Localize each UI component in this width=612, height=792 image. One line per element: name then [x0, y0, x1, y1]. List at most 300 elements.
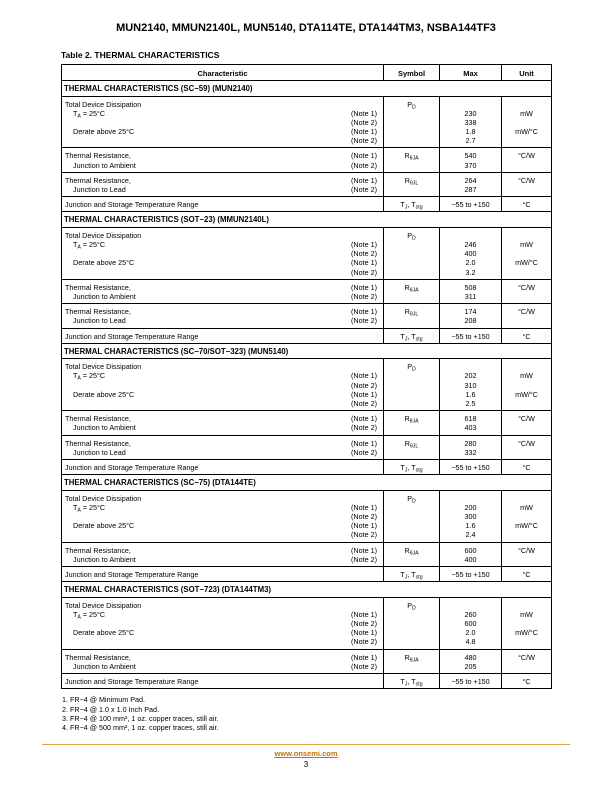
max-cell: [439, 304, 501, 327]
column-header-symbol: Symbol: [383, 65, 439, 80]
characteristic-line: [62, 677, 383, 686]
characteristic-text: [65, 136, 75, 145]
unit-text: °C/W: [518, 151, 535, 161]
max-cell: [439, 674, 501, 688]
characteristic-line: [62, 231, 383, 240]
unit-text: °C/W: [518, 414, 535, 424]
note-ref: (Note 1): [351, 609, 377, 619]
unit-text: °C: [522, 569, 531, 579]
characteristic-text: Junction to Ambient: [73, 661, 136, 671]
note-ref: (Note 1): [351, 371, 377, 381]
symbol-text: $T_J$, $T_{stg}$: [400, 331, 423, 342]
table-row: [62, 148, 551, 172]
symbol-text: $T_J$, $T_{stg}$: [400, 462, 423, 474]
note-ref: (Note 2): [351, 160, 377, 170]
characteristic-text: $T_A = 25^\circ C$: [73, 240, 106, 251]
table-row: [62, 598, 551, 650]
max-value: [440, 231, 501, 240]
unit-cell: [501, 304, 551, 327]
max-value: −55 to +150: [451, 676, 490, 686]
unit-cell: [501, 491, 551, 542]
note-ref: (Note 1): [351, 307, 377, 317]
characteristic-line: [62, 448, 383, 457]
section-heading: THERMAL CHARACTERISTICS (SC−75) (DTA144TE): [62, 475, 551, 491]
unit-text: °C: [522, 200, 531, 210]
unit-cell: [501, 228, 551, 279]
symbol-text: [384, 292, 439, 301]
symbol-text: [384, 610, 439, 619]
note-ref: (Note 1): [351, 545, 377, 555]
symbol-text: $T_J$, $T_{stg}$: [400, 200, 423, 211]
unit-cell: [501, 280, 551, 303]
max-value: 338: [464, 117, 477, 127]
note-ref: (Note 2): [351, 530, 377, 540]
characteristic-line: [62, 371, 383, 380]
unit-text: °C/W: [518, 175, 535, 185]
unit-text: [502, 448, 551, 457]
unit-text: mW: [520, 108, 533, 118]
max-value: 260: [464, 609, 477, 619]
characteristic-line: [62, 390, 383, 399]
symbol-cell: [383, 228, 439, 279]
unit-cell: [501, 197, 551, 211]
characteristic-text: Junction to Lead: [73, 316, 126, 326]
symbol-text: [384, 371, 439, 380]
max-value: 264: [464, 175, 477, 185]
note-ref: (Note 2): [351, 512, 377, 521]
unit-cell: [501, 173, 551, 196]
symbol-cell: [383, 97, 439, 148]
unit-cell: [501, 567, 551, 581]
unit-text: [502, 637, 551, 646]
characteristic-text: Thermal Resistance,: [65, 438, 131, 448]
max-value: 370: [464, 160, 477, 170]
characteristic-line: [62, 619, 383, 628]
note-ref: (Note 1): [351, 151, 377, 161]
characteristic-text: [65, 619, 75, 628]
characteristic-cell: [62, 197, 383, 211]
max-value: −55 to +150: [451, 331, 490, 341]
symbol-text: [384, 249, 439, 258]
symbol-text: $P_D$: [407, 99, 416, 110]
note-ref: (Note 2): [351, 619, 377, 628]
max-value: 1.8: [465, 127, 476, 137]
unit-text: °C/W: [518, 652, 535, 662]
max-value: 403: [464, 423, 477, 433]
unit-text: [502, 381, 551, 390]
characteristic-text: Thermal Resistance,: [65, 414, 131, 424]
characteristic-text: Junction to Ambient: [73, 423, 136, 433]
characteristic-text: $T_A = 25^\circ C$: [73, 108, 106, 120]
unit-text: mW/°C: [515, 389, 538, 399]
characteristic-line: [62, 136, 383, 145]
unit-text: mW: [520, 502, 533, 512]
symbol-text: [384, 512, 439, 521]
max-value: −55 to +150: [451, 462, 490, 472]
note-ref: (Note 2): [351, 423, 377, 433]
characteristic-line: [62, 249, 383, 258]
characteristic-line: [62, 662, 383, 671]
characteristic-line: [62, 555, 383, 564]
note-ref: (Note 2): [351, 661, 377, 671]
characteristic-text: Junction to Ambient: [73, 554, 136, 564]
symbol-text: [384, 555, 439, 564]
characteristic-line: [62, 530, 383, 539]
max-value: 618: [464, 414, 477, 424]
symbol-text: [384, 258, 439, 267]
characteristic-text: Junction to Lead: [73, 447, 126, 457]
note-ref: (Note 2): [351, 637, 377, 647]
table-row: [62, 173, 551, 197]
characteristic-cell: [62, 304, 383, 327]
symbol-text: $R_{\theta JA}$: [404, 151, 419, 162]
unit-cell: [501, 460, 551, 474]
characteristic-text: Derate above 25°C: [73, 628, 135, 638]
characteristic-line: [62, 570, 383, 579]
note-ref: (Note 2): [351, 249, 377, 259]
symbol-text: $R_{\theta JA}$: [404, 414, 419, 425]
symbol-text: $P_D$: [407, 493, 416, 505]
unit-text: mW: [520, 371, 533, 381]
unit-text: °C/W: [518, 282, 535, 292]
characteristic-cell: [62, 280, 383, 303]
note-ref: (Note 2): [351, 399, 377, 408]
symbol-text: [384, 240, 439, 249]
characteristic-text: Total Device Dissipation: [65, 230, 142, 240]
unit-text: [502, 555, 551, 564]
max-value: 2.0: [465, 258, 476, 268]
characteristic-text: [65, 512, 75, 521]
table-row: [62, 674, 551, 688]
symbol-text: [384, 127, 439, 136]
onsemi-link[interactable]: www.onsemi.com: [274, 749, 338, 758]
table-row: [62, 359, 551, 411]
unit-cell: [501, 650, 551, 673]
symbol-text: $R_{\theta JA}$: [404, 282, 419, 294]
note-ref: (Note 2): [351, 447, 377, 457]
note-ref: (Note 2): [351, 554, 377, 564]
max-value: 230: [464, 108, 477, 118]
table-row: [62, 329, 551, 344]
symbol-text: [384, 637, 439, 646]
characteristic-text: [65, 381, 75, 390]
max-value: 202: [464, 371, 477, 381]
characteristic-cell: [62, 148, 383, 171]
characteristic-text: Total Device Dissipation: [65, 600, 142, 610]
note-ref: (Note 1): [351, 502, 377, 512]
max-value: 208: [464, 316, 477, 326]
symbol-text: $T_J$, $T_{stg}$: [400, 569, 423, 581]
characteristic-line: [62, 316, 383, 325]
max-value: 2.5: [465, 399, 476, 408]
characteristic-text: Junction to Lead: [73, 185, 126, 194]
unit-cell: [501, 674, 551, 688]
symbol-cell: [383, 197, 439, 211]
characteristic-text: Total Device Dissipation: [65, 362, 142, 372]
max-value: [440, 601, 501, 610]
characteristic-text: Total Device Dissipation: [65, 493, 142, 503]
characteristic-text: Junction and Storage Temperature Range: [65, 569, 199, 579]
unit-text: [502, 512, 551, 521]
max-value: 2.4: [465, 530, 476, 540]
symbol-cell: [383, 359, 439, 410]
characteristic-cell: [62, 228, 383, 279]
unit-text: °C/W: [518, 545, 535, 555]
table-row: [62, 650, 551, 674]
symbol-text: $P_D$: [407, 362, 416, 373]
symbol-cell: [383, 460, 439, 474]
max-value: 2.7: [465, 136, 476, 146]
max-value: [440, 494, 501, 503]
characteristic-cell: [62, 411, 383, 434]
characteristic-text: Junction and Storage Temperature Range: [65, 676, 199, 686]
symbol-text: [384, 619, 439, 628]
max-cell: [439, 598, 501, 649]
max-value: 1.6: [465, 521, 476, 531]
characteristic-line: [62, 240, 383, 249]
characteristic-text: Derate above 25°C: [73, 258, 135, 268]
table-row: [62, 97, 551, 149]
characteristic-line: [62, 100, 383, 109]
max-value: [440, 100, 501, 109]
symbol-text: [384, 530, 439, 539]
max-value: 600: [464, 619, 477, 628]
characteristic-text: $T_A = 25^\circ C$: [73, 371, 106, 382]
column-header-unit: Unit: [501, 65, 551, 80]
characteristic-line: [62, 521, 383, 530]
table-row: [62, 543, 551, 567]
characteristic-text: Junction and Storage Temperature Range: [65, 200, 199, 210]
characteristic-line: [62, 283, 383, 292]
unit-text: [502, 662, 551, 671]
characteristic-cell: [62, 329, 383, 343]
characteristic-line: [62, 423, 383, 432]
max-value: 400: [464, 554, 477, 564]
unit-cell: [501, 329, 551, 343]
characteristic-cell: [62, 543, 383, 566]
symbol-text: $R_{\theta JL}$: [404, 438, 419, 449]
characteristic-text: Derate above 25°C: [73, 127, 135, 137]
symbol-cell: [383, 567, 439, 581]
max-cell: [439, 411, 501, 434]
unit-text: °C/W: [518, 438, 535, 448]
characteristic-text: $T_A = 25^\circ C$: [73, 609, 106, 621]
characteristic-line: [62, 332, 383, 341]
symbol-text: [384, 390, 439, 399]
unit-text: mW/°C: [515, 628, 538, 638]
characteristic-line: [62, 258, 383, 267]
unit-text: [502, 185, 551, 194]
symbol-text: $T_J$, $T_{stg}$: [400, 676, 423, 688]
max-value: 200: [464, 502, 477, 512]
unit-text: mW/°C: [515, 521, 538, 531]
symbol-text: $R_{\theta JL}$: [404, 307, 419, 318]
note-ref: (Note 2): [351, 267, 377, 277]
max-cell: [439, 460, 501, 474]
max-value: 480: [464, 652, 477, 662]
max-value: 246: [464, 240, 477, 250]
max-cell: [439, 436, 501, 459]
symbol-cell: [383, 674, 439, 688]
unit-text: [502, 530, 551, 539]
note-ref: (Note 1): [351, 240, 377, 250]
symbol-text: [384, 503, 439, 512]
symbol-text: [384, 662, 439, 671]
unit-text: °C: [522, 331, 531, 341]
max-cell: [439, 197, 501, 211]
characteristic-line: [62, 268, 383, 277]
characteristic-text: Derate above 25°C: [73, 521, 135, 531]
unit-text: [502, 423, 551, 432]
symbol-cell: [383, 543, 439, 566]
max-cell: [439, 97, 501, 148]
max-value: 311: [464, 292, 477, 301]
max-value: 3.2: [465, 267, 476, 277]
section-heading: THERMAL CHARACTERISTICS (SOT−723) (DTA144TM3): [62, 582, 551, 598]
unit-text: [502, 494, 551, 503]
footnote: 3. FR−4 @ 100 mm², 1 oz. copper traces, still air.: [62, 713, 219, 723]
characteristic-text: [65, 637, 75, 646]
symbol-cell: [383, 329, 439, 343]
symbol-text: [384, 316, 439, 325]
unit-text: °C: [522, 462, 531, 472]
column-header-characteristic: Characteristic: [197, 68, 248, 78]
unit-cell: [501, 436, 551, 459]
characteristic-line: [62, 151, 383, 160]
max-value: 540: [464, 151, 477, 161]
unit-text: [502, 292, 551, 301]
characteristic-text: Thermal Resistance,: [65, 545, 131, 555]
unit-text: [502, 231, 551, 240]
max-value: 280: [464, 438, 477, 448]
symbol-text: [384, 521, 439, 530]
symbol-cell: [383, 598, 439, 649]
symbol-text: $R_{\theta JA}$: [404, 545, 419, 556]
max-value: 4.8: [465, 637, 476, 647]
footer-divider: [42, 744, 570, 745]
section-heading: THERMAL CHARACTERISTICS (SC−59) (MUN2140): [62, 81, 551, 97]
symbol-cell: [383, 411, 439, 434]
thermal-characteristics-table: [61, 64, 552, 689]
max-value: 508: [464, 282, 477, 292]
max-cell: [439, 280, 501, 303]
characteristic-text: [65, 249, 75, 258]
table-caption: Table 2. THERMAL CHARACTERISTICS: [61, 50, 220, 60]
section-heading: THERMAL CHARACTERISTICS (SOT−23) (MMUN2140L): [62, 212, 551, 228]
characteristic-text: Thermal Resistance,: [65, 307, 131, 317]
unit-cell: [501, 543, 551, 566]
note-ref: (Note 1): [351, 652, 377, 662]
characteristic-line: [62, 118, 383, 127]
characteristic-text: Derate above 25°C: [73, 389, 135, 399]
max-value: 205: [464, 661, 477, 671]
note-ref: (Note 1): [351, 414, 377, 424]
symbol-text: [384, 109, 439, 118]
characteristic-cell: [62, 359, 383, 410]
table-row: [62, 460, 551, 475]
page-number: 3: [303, 760, 309, 769]
characteristic-text: Thermal Resistance,: [65, 282, 131, 292]
unit-text: mW/°C: [515, 258, 538, 268]
max-value: −55 to +150: [451, 569, 490, 579]
note-ref: (Note 2): [351, 316, 377, 326]
unit-text: [502, 619, 551, 628]
characteristic-line: [62, 127, 383, 136]
unit-cell: [501, 97, 551, 148]
note-ref: (Note 1): [351, 108, 377, 118]
symbol-text: [384, 628, 439, 637]
characteristic-text: Junction and Storage Temperature Range: [65, 331, 199, 341]
symbol-text: $R_{\theta JL}$: [404, 175, 419, 187]
characteristic-line: [62, 601, 383, 610]
characteristic-line: [62, 512, 383, 521]
max-cell: [439, 359, 501, 410]
max-cell: [439, 329, 501, 343]
characteristic-line: [62, 176, 383, 185]
characteristic-cell: [62, 567, 383, 581]
characteristic-cell: [62, 491, 383, 542]
symbol-text: $P_D$: [407, 600, 416, 612]
note-ref: (Note 1): [351, 258, 377, 268]
unit-text: [502, 601, 551, 610]
characteristic-text: [65, 530, 75, 539]
characteristic-line: [62, 653, 383, 662]
unit-text: [502, 362, 551, 371]
characteristic-text: Total Device Dissipation: [65, 99, 142, 109]
unit-text: [502, 118, 551, 127]
note-ref: (Note 1): [351, 175, 377, 185]
characteristic-line: [62, 109, 383, 118]
characteristic-text: Thermal Resistance,: [65, 151, 131, 161]
section-heading: THERMAL CHARACTERISTICS (SC−70/SOT−323) (MUN5140): [62, 344, 551, 360]
footnote: 2. FR−4 @ 1.0 x 1.0 Inch Pad.: [62, 704, 159, 714]
characteristic-cell: [62, 650, 383, 673]
unit-text: mW: [520, 240, 533, 250]
footnote: 4. FR−4 @ 500 mm², 1 oz. copper traces, still air.: [62, 723, 219, 733]
symbol-text: [384, 185, 439, 194]
max-value: 300: [464, 512, 477, 521]
page-title: MUN2140, MMUN2140L, MUN5140, DTA114TE, DTA144TM3, NSBA144TF3: [116, 22, 496, 34]
unit-text: [502, 316, 551, 325]
table-row: [62, 228, 551, 280]
characteristic-cell: [62, 674, 383, 688]
note-ref: (Note 1): [351, 127, 377, 137]
characteristic-line: [62, 414, 383, 423]
symbol-cell: [383, 650, 439, 673]
table-row: [62, 304, 551, 328]
characteristic-text: [65, 268, 75, 277]
symbol-text: [384, 448, 439, 457]
max-value: 174: [464, 307, 477, 317]
characteristic-cell: [62, 173, 383, 196]
unit-text: [502, 268, 551, 277]
unit-text: [502, 100, 551, 109]
note-ref: (Note 2): [351, 117, 377, 127]
unit-text: °C: [522, 676, 531, 686]
characteristic-line: [62, 381, 383, 390]
characteristic-line: [62, 399, 383, 408]
characteristic-cell: [62, 460, 383, 474]
characteristic-text: [65, 399, 75, 408]
characteristic-line: [62, 307, 383, 316]
symbol-text: [384, 423, 439, 432]
characteristic-cell: [62, 436, 383, 459]
symbol-text: [384, 381, 439, 390]
symbol-cell: [383, 491, 439, 542]
unit-text: mW: [520, 609, 533, 619]
max-value: 310: [464, 380, 477, 390]
symbol-text: [384, 268, 439, 277]
